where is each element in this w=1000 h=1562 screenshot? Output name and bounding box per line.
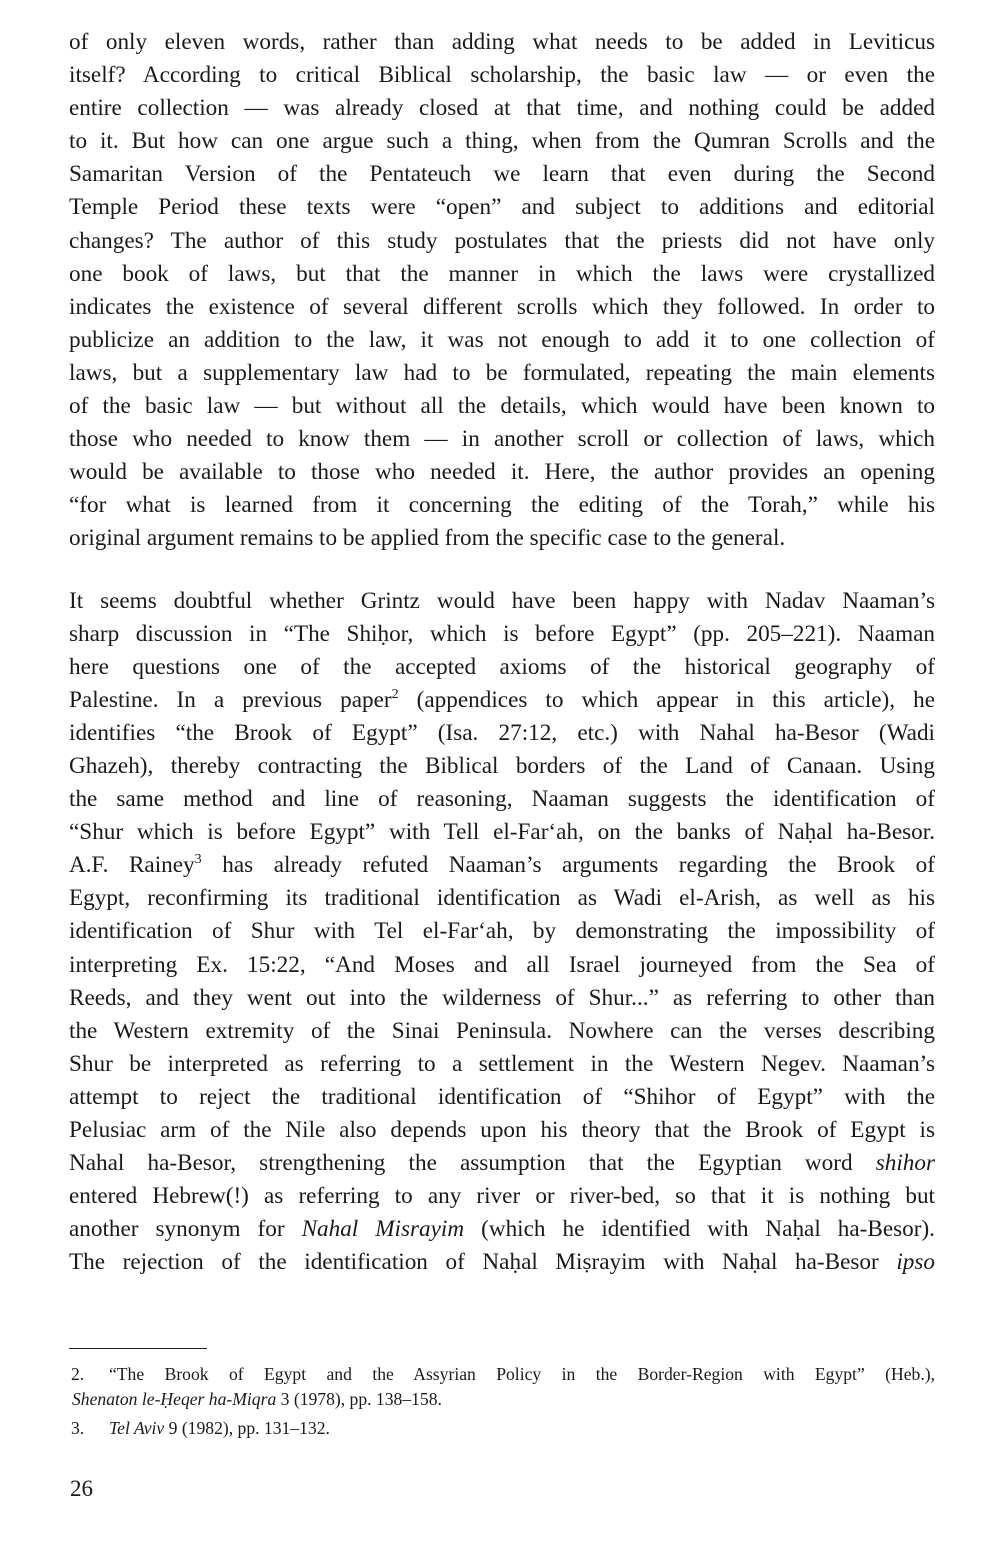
text-line: identification of Shur with Tel el-Far‘ah, by demonstrating the impossibility of [69,918,935,945]
text-line: Shur be interpreted as referring to a settlement in the Western Negev. Naaman’s [69,1050,935,1077]
text-line: itself? According to critical Biblical scholarship, the basic law — or even the [69,62,935,89]
footnote-number: 2. [71,1364,85,1384]
text-line: attempt to reject the traditional identification of “Shihor of Egypt” with the [69,1083,935,1110]
italic-term: shihor [875,1150,935,1177]
italic-term: ipso [896,1249,935,1276]
text-line: “for what is learned from it concerning the editing of the Torah,” while his [69,492,935,519]
text-segment: The rejection of the identification of Naḥal Miṣrayim with Naḥal ha-Besor [69,1249,897,1276]
text-line: Pelusiac arm of the Nile also depends upon his theory that the Brook of Egypt is [69,1117,935,1143]
text-line: indicates the existence of several different scrolls which they followed. In order to [69,293,935,320]
footnote-divider [69,1348,207,1349]
text-line: sharp discussion in “The Shiḥor, which is before Egypt” (pp. 205–221). Naaman [69,620,935,647]
text-line: those who needed to know them — in another scroll or collection of laws, which [69,426,935,453]
text-line: Reeds, and they went out into the wilderness of Shur...” as referring to other than [69,984,935,1011]
text-segment: A.F. Rainey [69,852,195,879]
text-line: interpreting Ex. 15:22, “And Moses and all Israel journeyed from the Sea of [69,951,935,978]
paragraph-1 [69,26,935,556]
page-number: 26 [70,1476,93,1501]
text-line: Ghazeh), thereby contracting the Biblical borders of the Land of Canaan. Using [69,752,935,779]
text-line: entire collection — was already closed at that time, and nothing could be added [69,95,935,122]
text-line [69,1213,935,1246]
text-line: Temple Period these texts were “open” and subject to additions and editorial [69,194,935,221]
text-segment: (which he identified with Naḥal ha-Besor). [464,1216,935,1243]
text-line [69,1147,935,1180]
text-line: the Western extremity of the Sinai Peninsula. Nowhere can the verses describing [69,1017,935,1044]
text-line: here questions one of the accepted axioms of the historical geography of [69,653,935,680]
text-line: would be available to those who needed it. Here, the author provides an opening [69,459,935,486]
footnote-line [69,1416,935,1441]
footnote-3 [69,1416,935,1441]
footnote-ref-2[interactable]: 2 [391,686,399,702]
footnote-line: “The Brook of Egypt and the Assyrian Policy in the Border-Region with Egypt” (Heb.), [109,1364,935,1384]
footnotes [69,1362,935,1441]
text-line: Samaritan Version of the Pentateuch we learn that even during the Second [69,161,935,188]
text-line: original argument remains to be applied from the specific case to the general. [69,525,786,552]
text-line: identifies “the Brook of Egypt” (Isa. 27:12, etc.) with Nahal ha-Besor (Wadi [69,719,935,746]
text-segment: Nahal ha-Besor, strengthening the assumption that the Egyptian word [69,1150,876,1177]
footnote-2 [69,1362,935,1412]
text-segment: has already refuted Naaman’s arguments regarding the Brook of [201,852,935,879]
text-line: It seems doubtful whether Grintz would have been happy with Nadav Naaman’s [69,587,935,614]
footnote-line [69,1387,935,1412]
page-body [69,26,935,1279]
italic-title: Tel Aviv [109,1418,165,1438]
text-segment: Palestine. In a previous paper [69,686,392,713]
text-line: of the basic law — but without all the details, which would have been known to [69,393,935,420]
footnote-ref-3[interactable]: 3 [194,852,202,868]
text-line: “Shur which is before Egypt” with Tell el-Far‘ah, on the banks of Naḥal ha-Besor. [69,819,935,846]
text-line: to it. But how can one argue such a thing, when from the Qumran Scrolls and the [69,128,935,155]
text-line: of only eleven words, rather than adding what needs to be added in Leviticus [69,29,935,55]
text-line [69,1246,935,1279]
text-segment: 9 (1982), pp. 131–132. [164,1418,330,1438]
text-line: changes? The author of this study postulates that the priests did not have only [69,227,935,254]
text-segment: 3 (1978), pp. 138–158. [276,1389,442,1409]
text-line: one book of laws, but that the manner in which the laws were crystallized [69,260,935,287]
text-line [69,849,935,882]
italic-title: Shenaton le-Ḥeqer ha-Miqra [72,1389,277,1409]
text-line: laws, but a supplementary law had to be formulated, repeating the main elements [69,359,935,386]
text-line: entered Hebrew(!) as referring to any river or river-bed, so that it is nothing but [69,1183,935,1210]
text-segment: (appendices to which appear in this article), he [398,686,935,713]
footnote-number: 3. [71,1418,85,1438]
paragraph-2 [69,585,935,1280]
text-line: publicize an addition to the law, it was not enough to add it to one collection of [69,326,935,353]
text-line: Egypt, reconfirming its traditional identification as Wadi el-Arish, as well as his [69,885,935,912]
text-line [69,684,935,717]
text-segment: another synonym for [69,1216,302,1243]
text-line: the same method and line of reasoning, Naaman suggests the identification of [69,786,935,813]
italic-term: Nahal Misrayim [301,1216,465,1243]
